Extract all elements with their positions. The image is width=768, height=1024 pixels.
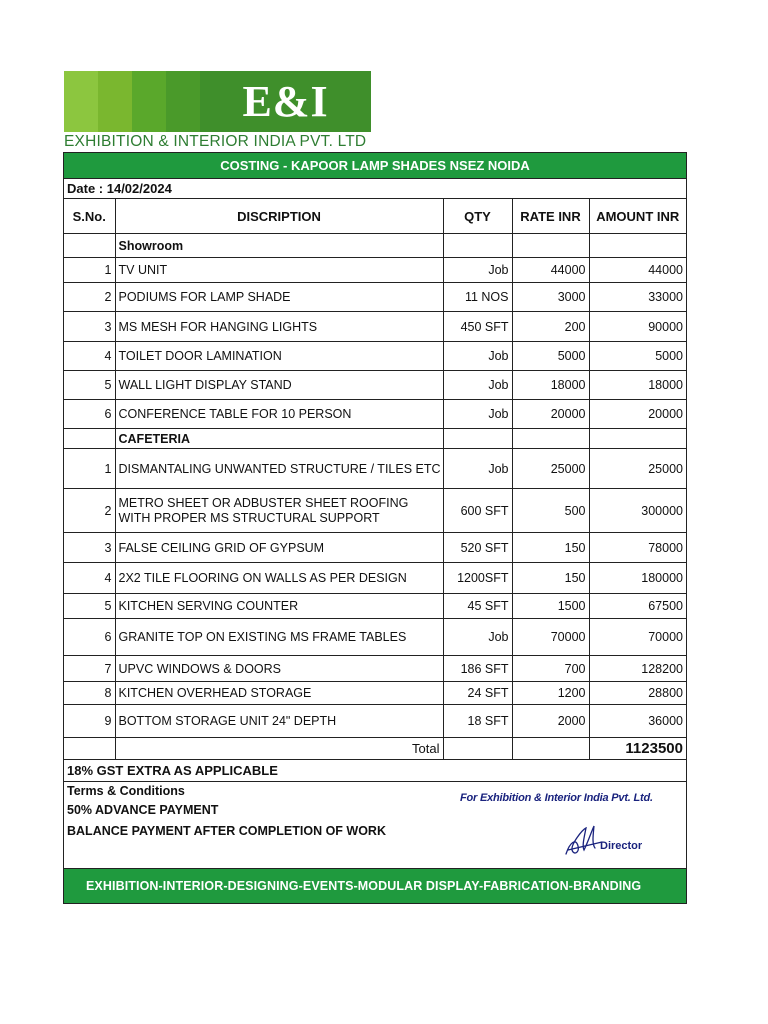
cell-amount: 25000 [589,449,686,489]
cell-amount: 67500 [589,594,686,619]
cell-amount: 33000 [589,283,686,312]
cell-description: KITCHEN OVERHEAD STORAGE [115,682,443,705]
cell-description: BOTTOM STORAGE UNIT 24" DEPTH [115,705,443,738]
cell-description: PODIUMS FOR LAMP SHADE [115,283,443,312]
company-name: EXHIBITION & INTERIOR INDIA PVT. LTD [64,133,367,150]
cell-rate: 5000 [512,342,589,371]
table-row [64,449,686,489]
cell-sno: 2 [64,283,115,312]
gst-note: 18% GST EXTRA AS APPLICABLE [64,760,686,782]
cell-qty: Job [443,449,512,489]
cell-rate: 1500 [512,594,589,619]
cell-rate: 150 [512,563,589,594]
cell-sno: 4 [64,563,115,594]
cell-qty: 186 SFT [443,656,512,682]
cell-rate: 18000 [512,371,589,400]
cell-qty: Job [443,342,512,371]
total-label: Total [115,738,443,760]
cell-qty: Job [443,400,512,429]
cell-description: 2X2 TILE FLOORING ON WALLS AS PER DESIGN [115,563,443,594]
cell-rate: 3000 [512,283,589,312]
cell-rate: 2000 [512,705,589,738]
cell-rate: 150 [512,533,589,563]
cell-description: CONFERENCE TABLE FOR 10 PERSON [115,400,443,429]
cell-rate: 70000 [512,619,589,656]
costing-table [64,199,686,760]
cell-description: DISMANTALING UNWANTED STRUCTURE / TILES ETC [115,449,443,489]
table-row [64,489,686,533]
table-row [64,312,686,342]
total-value: 1123500 [589,738,686,760]
cell-rate: 20000 [512,400,589,429]
cell-amount: 5000 [589,342,686,371]
cell-qty: 520 SFT [443,533,512,563]
cell-sno: 3 [64,312,115,342]
table-row [64,656,686,682]
cell-amount: 36000 [589,705,686,738]
cell-amount: 70000 [589,619,686,656]
table-row [64,533,686,563]
table-row [64,619,686,656]
cell-qty: 18 SFT [443,705,512,738]
logo-stripes [64,71,200,132]
cell-amount: 78000 [589,533,686,563]
cell-sno: 7 [64,656,115,682]
cell-sno: 2 [64,489,115,533]
cell-amount: 128200 [589,656,686,682]
cell-rate: 700 [512,656,589,682]
section-label-cafeteria: CAFETERIA [115,429,443,449]
cell-description: UPVC WINDOWS & DOORS [115,656,443,682]
table-row [64,400,686,429]
logo-text: E&I [242,77,329,126]
cell-description: METRO SHEET OR ADBUSTER SHEET ROOFING WITH PROPER MS STRUCTURAL SUPPORT [115,489,443,533]
table-row [64,705,686,738]
cell-rate: 25000 [512,449,589,489]
cell-qty: 1200SFT [443,563,512,594]
cell-qty: 11 NOS [443,283,512,312]
header-qty: QTY [443,199,512,234]
cell-amount: 90000 [589,312,686,342]
cell-description: TV UNIT [115,258,443,283]
cell-qty: 600 SFT [443,489,512,533]
cell-amount: 180000 [589,563,686,594]
cell-qty: Job [443,371,512,400]
header-description: DISCRIPTION [115,199,443,234]
cell-description: TOILET DOOR LAMINATION [115,342,443,371]
costing-sheet [63,152,687,904]
sheet-date: Date : 14/02/2024 [64,179,686,199]
terms-balance: BALANCE PAYMENT AFTER COMPLETION OF WORK [67,824,386,838]
cell-description: GRANITE TOP ON EXISTING MS FRAME TABLES [115,619,443,656]
cell-sno: 3 [64,533,115,563]
table-row [64,682,686,705]
terms-advance: 50% ADVANCE PAYMENT [67,803,219,817]
cell-rate: 44000 [512,258,589,283]
section-row-showroom [64,234,686,258]
cell-sno: 9 [64,705,115,738]
cell-amount: 300000 [589,489,686,533]
section-row-cafeteria [64,429,686,449]
cell-rate: 200 [512,312,589,342]
cell-amount: 28800 [589,682,686,705]
table-header-row [64,199,686,234]
sheet-title: COSTING - KAPOOR LAMP SHADES NSEZ NOIDA [64,153,686,179]
table-row [64,563,686,594]
cell-sno: 6 [64,619,115,656]
header-rate: RATE INR [512,199,589,234]
cell-sno: 1 [64,258,115,283]
cell-description: FALSE CEILING GRID OF GYPSUM [115,533,443,563]
terms-block [64,782,686,869]
header-amount: AMOUNT INR [589,199,686,234]
header-sno: S.No. [64,199,115,234]
section-label-showroom: Showroom [115,234,443,258]
cell-sno: 8 [64,682,115,705]
cell-description: MS MESH FOR HANGING LIGHTS [115,312,443,342]
cell-amount: 44000 [589,258,686,283]
cell-rate: 500 [512,489,589,533]
cell-qty: Job [443,258,512,283]
cell-description: KITCHEN SERVING COUNTER [115,594,443,619]
total-row [64,738,686,760]
cell-sno: 4 [64,342,115,371]
cell-qty: 24 SFT [443,682,512,705]
terms-heading: Terms & Conditions [67,784,185,798]
cell-sno: 5 [64,371,115,400]
cell-amount: 18000 [589,371,686,400]
table-row [64,594,686,619]
cell-amount: 20000 [589,400,686,429]
cell-qty: 450 SFT [443,312,512,342]
company-logo [64,71,371,132]
table-row [64,283,686,312]
table-row [64,371,686,400]
cell-sno: 6 [64,400,115,429]
stamp-director: Director [600,840,643,852]
stamp-company: For Exhibition & Interior India Pvt. Ltd. [460,792,653,804]
logo-block [200,71,371,132]
cell-sno: 5 [64,594,115,619]
table-row [64,342,686,371]
table-row [64,258,686,283]
cell-qty: Job [443,619,512,656]
cell-qty: 45 SFT [443,594,512,619]
cell-description: WALL LIGHT DISPLAY STAND [115,371,443,400]
footer-services: EXHIBITION-INTERIOR-DESIGNING-EVENTS-MODULAR DISPLAY-FABRICATION-BRANDING [64,869,686,903]
cell-rate: 1200 [512,682,589,705]
cell-sno: 1 [64,449,115,489]
